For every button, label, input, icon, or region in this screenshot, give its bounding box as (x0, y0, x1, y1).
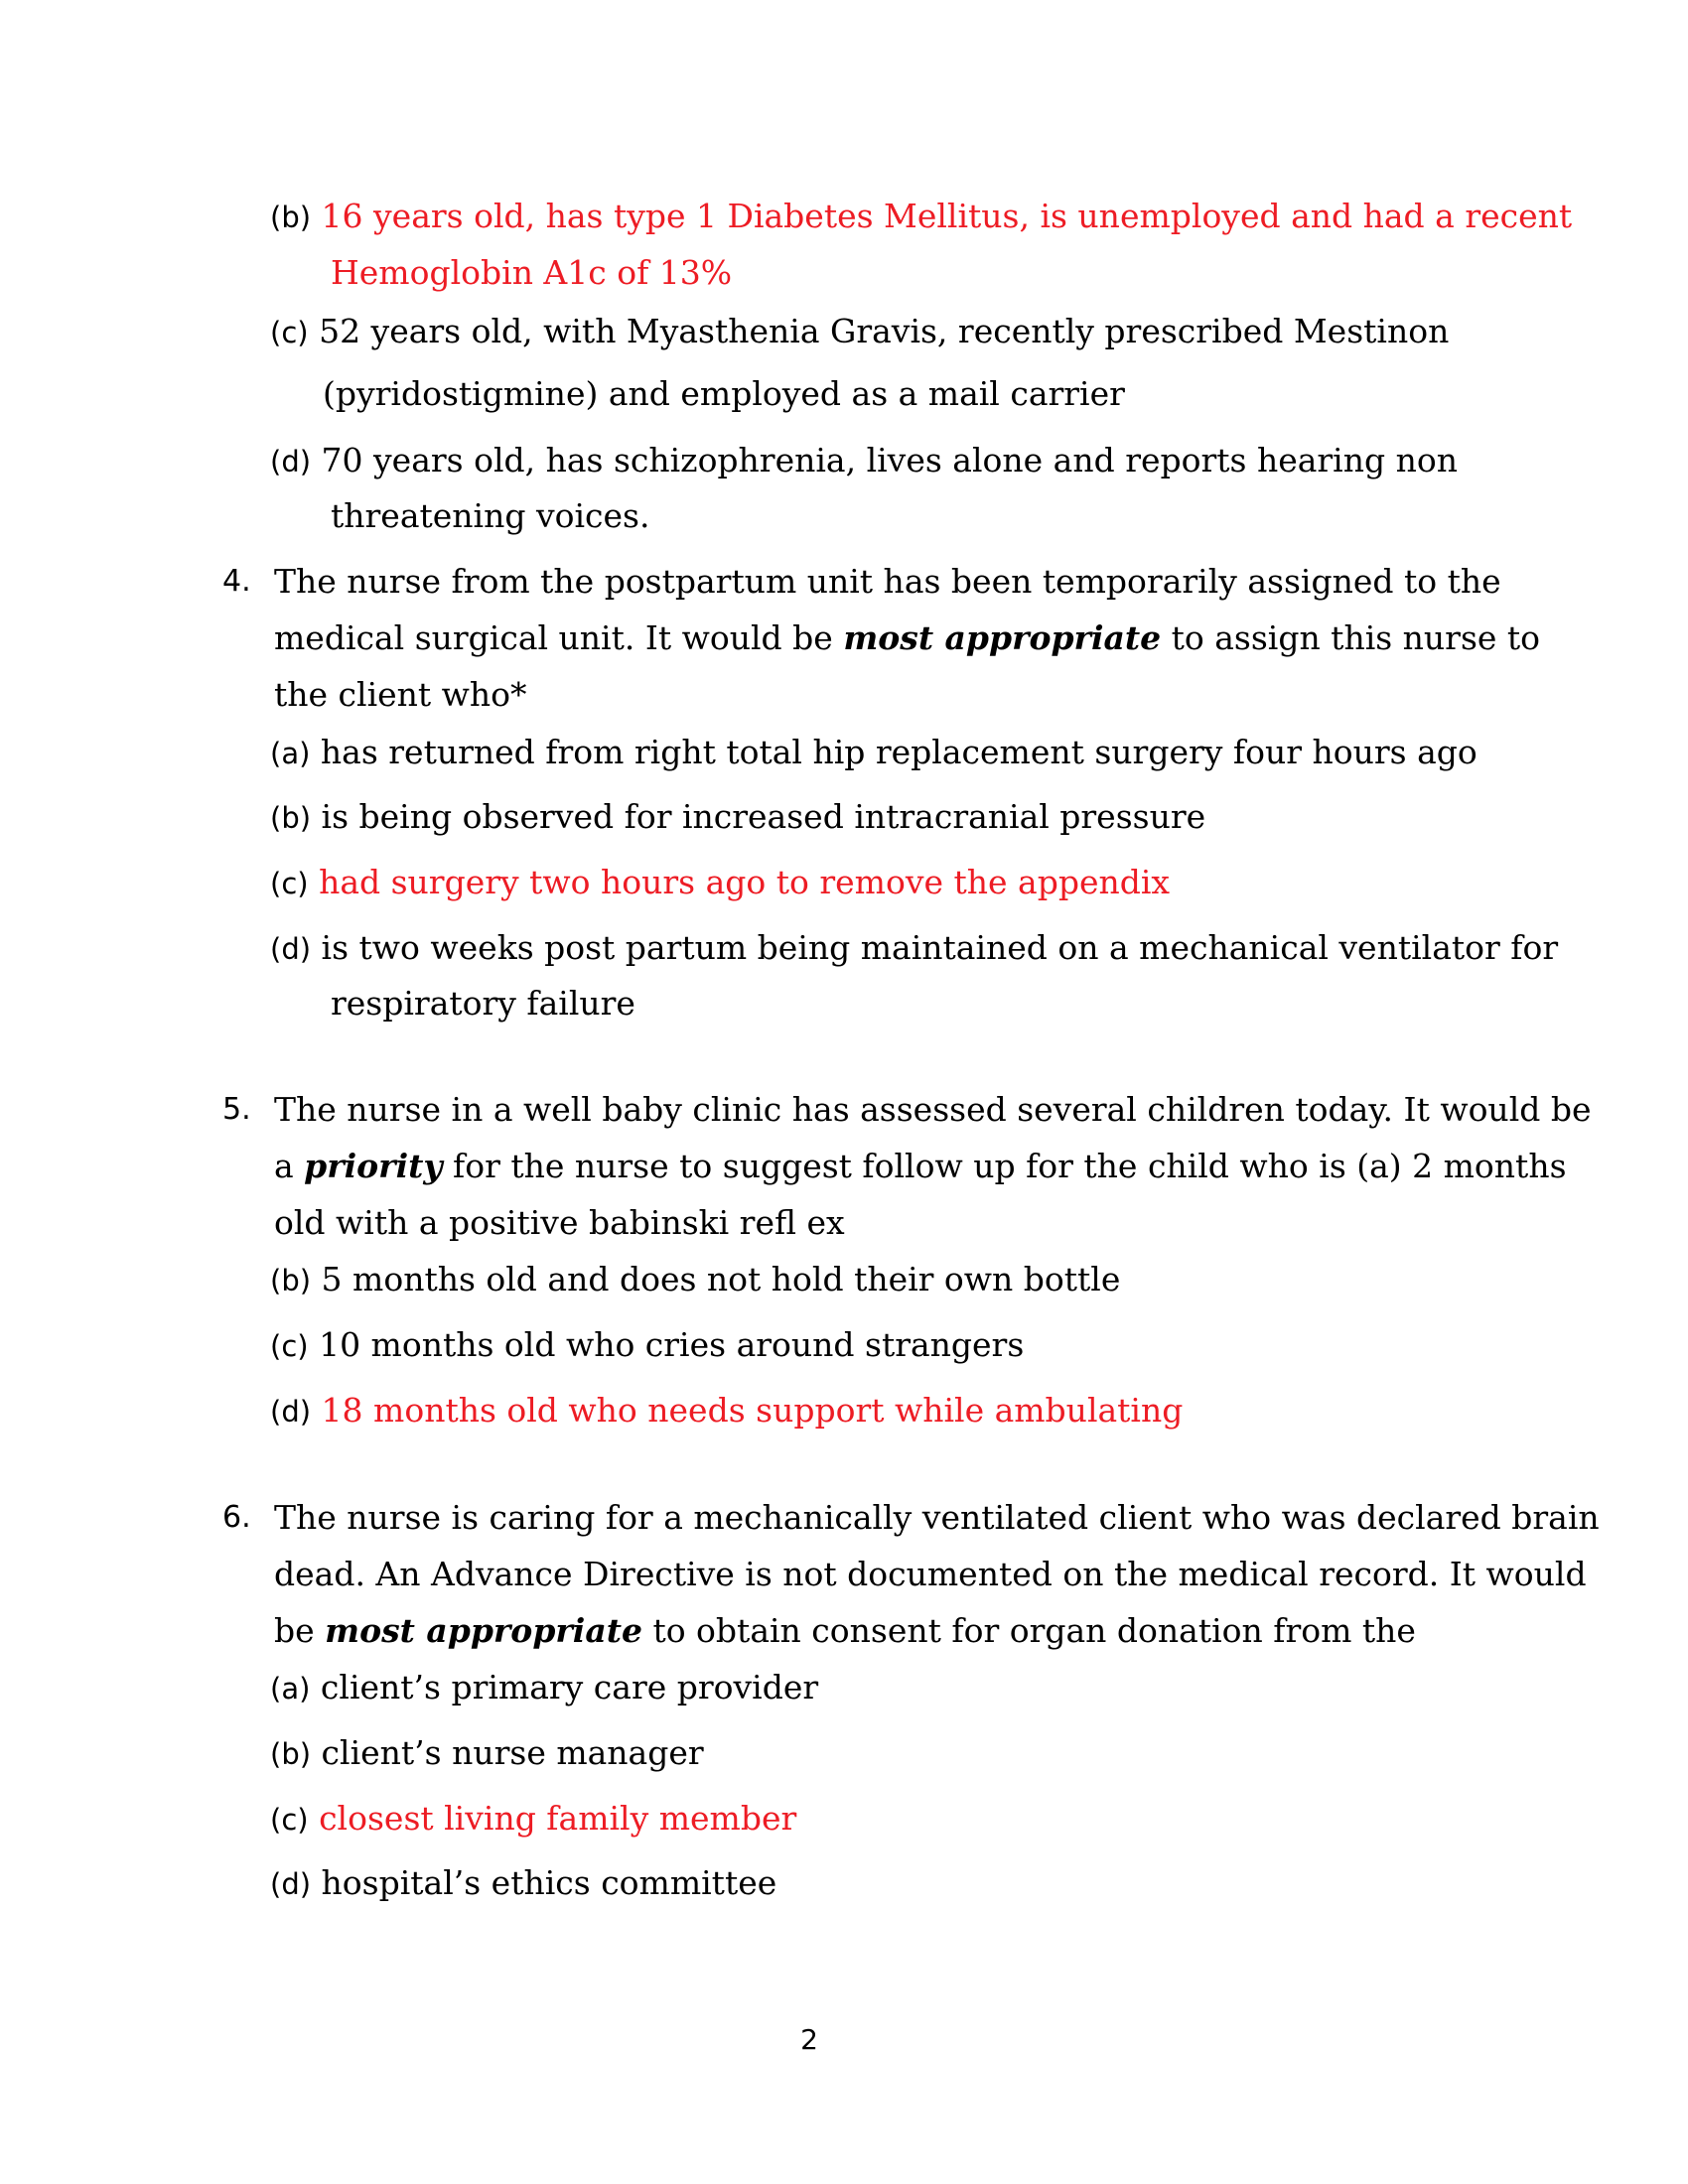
q4-stem-line2 (274, 618, 1540, 658)
option-text: 52 years old, with Myasthenia Gravis, recently prescribed Mestinon (319, 312, 1450, 350)
q6-option-d (270, 1863, 776, 1904)
q5-option-c (270, 1325, 1024, 1366)
q4-option-b (270, 797, 1205, 838)
q3-option-b (270, 197, 1572, 237)
q4-stem-line1: The nurse from the postpartum unit has been temporarily assigned to the (274, 562, 1501, 601)
q3-option-b-cont: Hemoglobin A1c of 13% (331, 253, 733, 292)
option-label: (c) (270, 867, 309, 900)
q3-option-d-cont: threatening voices. (331, 496, 650, 535)
option-label: (b) (270, 1264, 312, 1297)
q6-stem-line1: The nurse is caring for a mechanically ventilated client who was declared brain (274, 1498, 1600, 1537)
page-number: 2 (800, 2023, 818, 2056)
q4-stem-line3: the client who* (274, 675, 527, 714)
q6-number: 6. (222, 1500, 251, 1535)
q4-option-c (270, 863, 1170, 903)
option-label: (a) (270, 737, 311, 770)
option-text: is being observed for increased intracranial pressure (321, 797, 1206, 836)
stem-text: to obtain consent for organ donation from the (641, 1611, 1416, 1650)
option-text: client’s primary care provider (320, 1668, 819, 1706)
option-label: (d) (270, 445, 312, 478)
q5-stem-line2 (274, 1147, 1567, 1186)
emphasis-text: priority (304, 1147, 443, 1185)
stem-text: be (274, 1611, 326, 1650)
emphasis-text: most appropriate (325, 1611, 642, 1650)
option-text: is two weeks post partum being maintained on a mechanical ventilator for (321, 928, 1559, 967)
option-label: (b) (270, 801, 312, 835)
q5-stem-line3: old with a positive babinski refl ex (274, 1203, 845, 1242)
q4-option-d (270, 928, 1558, 969)
answer-text: closest living family member (319, 1799, 797, 1838)
stem-text: for the nurse to suggest follow up for the child who is (a) 2 months (442, 1147, 1567, 1185)
q3-option-c (270, 312, 1449, 352)
option-text: hospital’s ethics committee (321, 1863, 777, 1902)
q5-number: 5. (222, 1092, 251, 1127)
option-label: (b) (270, 201, 312, 234)
q6-stem-line3 (274, 1611, 1416, 1651)
stem-text: to assign this nurse to (1161, 618, 1541, 657)
option-label: (d) (270, 1395, 312, 1429)
option-text: 10 months old who cries around strangers (319, 1325, 1025, 1364)
option-label: (d) (270, 1867, 312, 1901)
option-text: 5 months old and does not hold their own bottle (321, 1260, 1121, 1298)
answer-text: had surgery two hours ago to remove the appendix (319, 863, 1171, 901)
q3-option-c-cont: (pyridostigmine) and employed as a mail carrier (323, 374, 1125, 413)
q6-option-b (270, 1733, 704, 1774)
q6-option-a (270, 1668, 818, 1708)
stem-text: medical surgical unit. It would be (274, 618, 844, 657)
q5-option-b (270, 1260, 1120, 1300)
q4-number: 4. (222, 564, 251, 599)
option-label: (c) (270, 316, 309, 349)
emphasis-text: most appropriate (843, 618, 1162, 657)
option-label: (a) (270, 1672, 311, 1706)
q4-option-d-cont: respiratory failure (331, 984, 635, 1023)
option-label: (c) (270, 1803, 309, 1837)
answer-text: 16 years old, has type 1 Diabetes Mellitus, is unemployed and had a recent (321, 197, 1573, 235)
answer-text: 18 months old who needs support while ambulating (321, 1391, 1184, 1430)
q5-option-d (270, 1391, 1183, 1432)
q5-stem-line1: The nurse in a well baby clinic has assessed several children today. It would be (274, 1090, 1592, 1129)
option-label: (c) (270, 1329, 309, 1363)
q4-option-a (270, 733, 1477, 773)
stem-text: a (274, 1147, 305, 1185)
option-label: (b) (270, 1737, 312, 1771)
option-text: 70 years old, has schizophrenia, lives alone and reports hearing non (321, 441, 1458, 479)
q3-option-d (270, 441, 1458, 481)
option-text: has returned from right total hip replacement surgery four hours ago (320, 733, 1477, 771)
q6-option-c (270, 1799, 796, 1840)
option-label: (d) (270, 932, 312, 966)
option-text: client’s nurse manager (321, 1733, 704, 1772)
q6-stem-line2: dead. An Advance Directive is not documented on the medical record. It would (274, 1555, 1587, 1593)
